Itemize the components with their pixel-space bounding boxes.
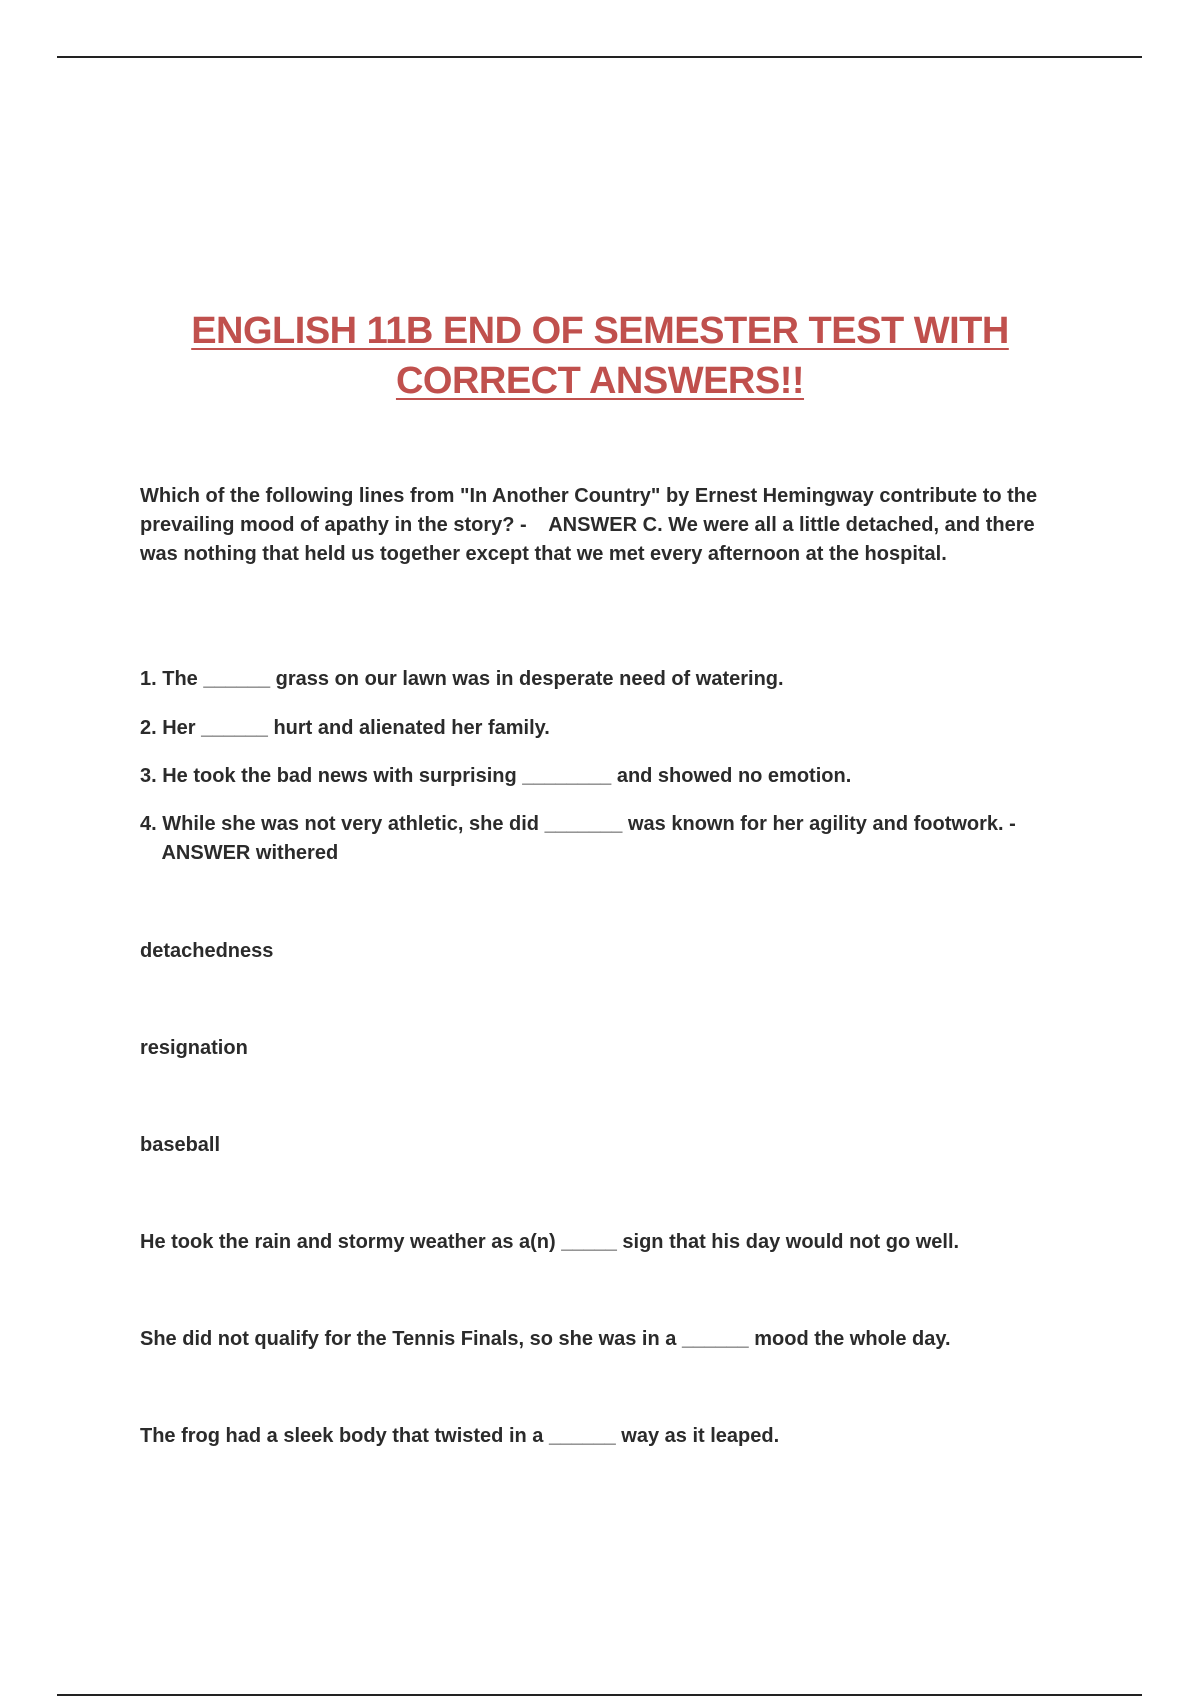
title-line-1: ENGLISH 11B END OF SEMESTER TEST WITH bbox=[191, 310, 1009, 352]
fill-in-1-before: 1. The bbox=[140, 668, 204, 690]
fill-in-item-2 bbox=[140, 714, 1060, 743]
fill-in-2-before: 2. Her bbox=[140, 717, 202, 739]
fill-in-item-1 bbox=[140, 665, 1060, 694]
fill-in-3-after: and showed no emotion. bbox=[611, 765, 852, 787]
fill-in-3-blank: ________ bbox=[522, 765, 612, 787]
question-3 bbox=[140, 1325, 1060, 1354]
top-rule bbox=[57, 56, 1142, 58]
title-line-2: CORRECT ANSWERS!! bbox=[395, 360, 805, 402]
question-2-before: He took the rain and stormy weather as a(n) bbox=[140, 1231, 562, 1253]
question-1-answer: ANSWER C. We were all a little detached, and there was nothing that held us together except that we met every afternoon at the hospital. bbox=[140, 514, 1035, 565]
fill-in-item-3 bbox=[140, 762, 1060, 791]
question-2-blank: _____ bbox=[561, 1231, 617, 1253]
option-resignation: resignation bbox=[140, 1037, 248, 1059]
option-detachedness: detachedness bbox=[140, 940, 274, 962]
fill-in-1-blank: ______ bbox=[203, 668, 271, 690]
fill-in-3-before: 3. He took the bad news with surprising bbox=[140, 765, 523, 787]
question-1-text: Which of the following lines from "In Another Country" by Ernest Hemingway contribute to the prevailing mood of apathy in the story? - bbox=[140, 485, 1038, 536]
bottom-rule bbox=[57, 1694, 1142, 1696]
fill-in-4-before: 4. While she was not very athletic, she did bbox=[140, 813, 545, 835]
question-4-blank: ______ bbox=[548, 1425, 616, 1447]
question-3-blank: ______ bbox=[681, 1328, 749, 1350]
question-2-after: sign that his day would not go well. bbox=[616, 1231, 960, 1253]
question-2 bbox=[140, 1228, 1060, 1257]
question-1 bbox=[140, 482, 1060, 569]
question-3-after: mood the whole day. bbox=[748, 1328, 951, 1350]
question-4 bbox=[140, 1422, 1060, 1451]
fill-in-2-after: hurt and alienated her family. bbox=[267, 717, 550, 739]
fill-in-2-blank: ______ bbox=[201, 717, 268, 739]
question-4-before: The frog had a sleek body that twisted in a bbox=[140, 1425, 549, 1447]
option-baseball: baseball bbox=[140, 1134, 221, 1156]
fill-in-4-answer: ANSWER withered bbox=[161, 842, 339, 864]
fill-in-4-after: was known for her agility and footwork. - bbox=[622, 813, 1016, 835]
document-title bbox=[100, 306, 1100, 406]
fill-in-item-4 bbox=[140, 810, 1060, 868]
fill-in-4-blank: _______ bbox=[544, 813, 623, 835]
question-3-before: She did not qualify for the Tennis Finals, so she was in a bbox=[140, 1328, 682, 1350]
fill-in-1-after: grass on our lawn was in desperate need of watering. bbox=[270, 668, 784, 690]
question-4-after: way as it leaped. bbox=[615, 1425, 780, 1447]
